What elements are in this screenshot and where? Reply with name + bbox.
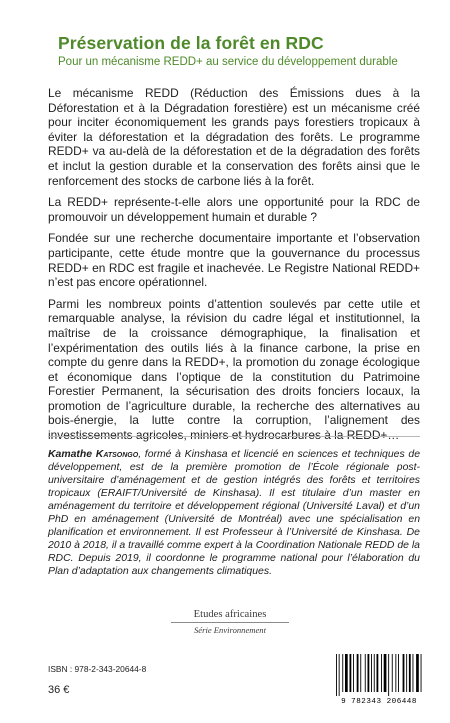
author-bio	[48, 448, 420, 578]
barcode-bar	[353, 654, 354, 692]
barcode-bar	[381, 654, 382, 692]
barcode-bar	[409, 654, 411, 692]
barcode-bar	[339, 654, 340, 696]
barcode-bar	[360, 654, 361, 692]
isbn-text: ISBN : 978-2-343-20644-8	[48, 664, 147, 674]
book-title: Préservation de la forêt en RDC	[58, 33, 324, 53]
author-name	[48, 449, 138, 460]
author-first-name: Kamathe	[48, 449, 96, 460]
summary-paragraph: La REDD+ représente-t-elle alors une opportunité pour la RDC de promouvoir un développement humain et durable ?	[48, 195, 420, 224]
author-bio-text: , formé à Kinshasa et licencié en sciences et techniques de développement, est de la première promotion de l’École régionale post-universitaire d’aménagement et de gestion intégrés des forêts et territoires tropicaux (ERAIFT/Université de Kinshasa). Il est titulaire d’un master en aménagement du territoire et développement régional (Université Laval) et d’un PhD en aménagement (Université de Montréal) avec une spécialisation en planification et environnement. Il est Professeur à l’Université de Kinshasa. De 2010 à 2018, il a travaillé comme expert à la Coordination Nationale REDD de la RDC. Depuis 2019, il coordonne le programme national pour l’élaboration du Plan d’adaptation aux changements climatiques.	[48, 449, 420, 578]
barcode-bar	[421, 654, 422, 692]
summary-paragraph: Parmi les nombreux points d’attention soulevés par cette utile et remarquable analyse, la révision du cadre légal et institutionnel, la maîtrise de la croissance démographique, la finalisation et l’expérimentation des outils liés à la finance carbone, la prise en compte du genre dans la REDD+, la promotion du zonage écologique et économique dans l’optique de la constitution du Patrimoine Forestier Permanent, la sécurisation des droits fonciers locaux, la promotion de l’agriculture durable, la recherche des alternatives au bois-énergie, la lutte contre la corruption, l’alignement des	[48, 296, 420, 428]
barcode-bar	[395, 654, 396, 692]
series-logo	[160, 609, 300, 635]
barcode-bar	[368, 654, 370, 692]
barcode-bar	[336, 654, 337, 696]
book-subtitle: Pour un mécanisme REDD+ au service du développement durable	[58, 56, 398, 68]
back-cover-summary	[48, 86, 420, 450]
barcode-bar	[371, 654, 372, 692]
barcode-bar	[416, 654, 419, 692]
barcode-bar	[342, 654, 343, 692]
barcode-bar	[384, 654, 387, 692]
barcode-bar	[345, 654, 348, 692]
barcode-bar	[392, 654, 393, 692]
barcode	[330, 654, 428, 710]
barcode-bar	[388, 654, 389, 696]
section-divider	[48, 436, 420, 437]
barcode-bar	[365, 654, 366, 692]
barcode-bar	[350, 654, 352, 692]
series-subtitle: Série Environnement	[194, 625, 266, 635]
summary-paragraph: Le mécanisme REDD (Réduction des Émissions dues à la Déforestation et à la Dégradation forestière) est un mécanisme créé pour inciter économiquement les grands pays forestiers tropicaux à éviter la déforestation et la dégradation des forêts. Le programme REDD+ va au-delà de la déforestation et de la dégradation des forêts et inclut la gestion durable et la conservation des forêts ainsi que le renforcement des stocks de carbone liés à la forêt.	[48, 86, 420, 188]
barcode-bar	[357, 654, 359, 692]
summary-paragraph: Fondée sur une recherche documentaire importante et l’observation participante, cette étude montre que la gouvernance du processus REDD+ en RDC est fragile et inachevée. Le Registre National REDD+ n’est pas encore opérationnel.	[48, 231, 420, 290]
barcode-bar	[398, 654, 399, 692]
barcode-bar	[374, 654, 375, 692]
barcode-bar	[377, 654, 379, 692]
author-last-name: Katsongo	[95, 449, 139, 460]
price-text: 36 €	[48, 684, 70, 696]
barcode-bar	[413, 654, 414, 692]
series-rule	[171, 622, 289, 623]
barcode-bar	[406, 654, 407, 692]
series-name: Etudes africaines	[193, 609, 267, 620]
barcode-digits: 9 782343 206448	[341, 698, 417, 706]
barcode-bars	[335, 654, 423, 698]
barcode-bar	[403, 654, 405, 692]
